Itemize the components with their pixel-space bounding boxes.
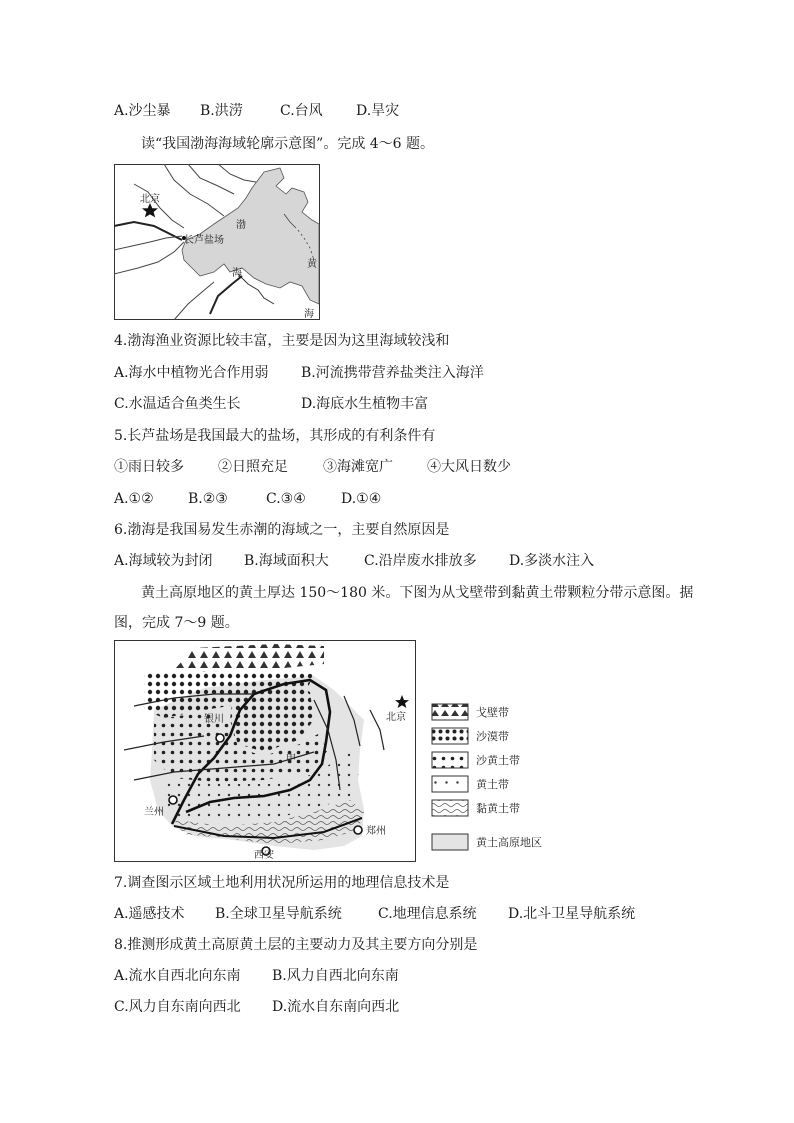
map2-label-yinchuan: 银川 <box>204 714 224 725</box>
q7-option-d: D.北斗卫星导航系统 <box>508 906 636 922</box>
q8-stem: 8.推测形成黄土高原黄土层的主要动力及其主要方向分别是 <box>114 937 478 953</box>
q7-option-b: B.全球卫星导航系统 <box>215 906 342 922</box>
intro-loess-line2: 图，完成 7～9 题。 <box>114 615 239 631</box>
loess-zone-map <box>114 640 416 862</box>
q4-option-a: A.海水中植物光合作用弱 <box>114 365 269 381</box>
map1-label-hai1: 海 <box>232 268 242 279</box>
loess-map-legend <box>430 700 570 860</box>
map1-label-beijing: 北京 <box>140 194 160 205</box>
legend-swatch-sand-loess <box>432 752 468 768</box>
q4-option-d: D.海底水生植物丰富 <box>301 396 429 412</box>
q5-stem: 5.长芦盐场是我国最大的盐场，其形成的有利条件有 <box>114 428 436 444</box>
q5-condition-4: ④大风日数少 <box>427 459 511 475</box>
q3-option-b: B.洪涝 <box>200 103 243 119</box>
q5-option-a: A.①② <box>114 491 154 507</box>
bohai-map <box>114 164 320 320</box>
zhengzhou-marker <box>354 826 362 834</box>
legend-swatch-gobi <box>432 704 468 720</box>
q8-option-b: B.风力自西北向东南 <box>272 968 399 984</box>
map1-label-bo: 渤 <box>236 220 246 231</box>
q6-option-c: C.沿岸废水排放多 <box>364 553 477 569</box>
q6-option-b: B.海域面积大 <box>244 553 329 569</box>
q7-option-c: C.地理信息系统 <box>378 906 477 922</box>
map2-label-xian: 西安 <box>254 850 274 861</box>
q6-option-d: D.多淡水注入 <box>509 553 595 569</box>
q8-option-c: C.风力自东南向西北 <box>114 999 241 1015</box>
legend-label-plateau: 黄土高原地区 <box>476 836 542 849</box>
intro-loess-line1: 黄土高原地区的黄土厚达 150～180 米。下图为从戈壁带到黏黄土带颗粒分带示意图。据 <box>141 585 694 601</box>
legend-swatch-clay-loess <box>432 800 468 816</box>
legend-swatch-loess <box>432 776 468 792</box>
q7-stem: 7.调查图示区域土地利用状况所运用的地理信息技术是 <box>114 875 450 891</box>
q8-option-d: D.流水自东南向西北 <box>272 999 400 1015</box>
q6-option-a: A.海域较为封闭 <box>114 553 213 569</box>
q4-stem: 4.渤海渔业资源比较丰富，主要是因为这里海域较浅和 <box>114 333 450 349</box>
q4-option-b: B.河流携带营养盐类注入海洋 <box>301 365 484 381</box>
legend-label-desert: 沙漠带 <box>476 730 509 743</box>
q5-option-d: D.①④ <box>341 491 382 507</box>
legend-label-gobi: 戈壁带 <box>476 706 509 719</box>
map2-label-beijing: 北京 <box>386 712 406 723</box>
intro-bohai: 读“我国渤海海域轮廓示意图”。完成 4～6 题。 <box>141 136 435 152</box>
map2-label-zhengzhou: 郑州 <box>366 826 386 837</box>
yinchuan-marker <box>216 734 224 742</box>
q3-option-a: A.沙尘暴 <box>114 103 171 119</box>
legend-swatch-desert <box>432 728 468 744</box>
legend-label-sand-loess: 沙黄土带 <box>476 754 520 767</box>
lanzhou-marker <box>169 796 177 804</box>
map1-label-changlu: 长芦盐场 <box>184 235 224 246</box>
q6-stem: 6.渤海是我国易发生赤潮的海域之一，主要自然原因是 <box>114 522 450 538</box>
legend-label-loess: 黄土带 <box>476 778 509 791</box>
map1-label-hai2: 海 <box>304 309 314 320</box>
map2-label-jia: 甲 <box>286 754 296 765</box>
q4-option-c: C.水温适合鱼类生长 <box>114 396 241 412</box>
q5-condition-2: ②日照充足 <box>218 459 288 475</box>
q3-option-d: D.旱灾 <box>356 103 400 119</box>
q5-option-c: C.③④ <box>266 491 306 507</box>
q8-option-a: A.流水自西北向东南 <box>114 968 241 984</box>
legend-swatch-plateau <box>432 834 468 850</box>
q7-option-a: A.遥感技术 <box>114 906 185 922</box>
q5-condition-1: ①雨日较多 <box>114 459 184 475</box>
legend-label-clay-loess: 黏黄土带 <box>476 802 520 815</box>
q5-option-b: B.②③ <box>188 491 228 507</box>
q5-condition-3: ③海滩宽广 <box>323 459 393 475</box>
q3-option-c: C.台风 <box>280 103 323 119</box>
map1-label-huang: 黄 <box>307 259 317 270</box>
map2-label-lanzhou: 兰州 <box>144 807 164 818</box>
